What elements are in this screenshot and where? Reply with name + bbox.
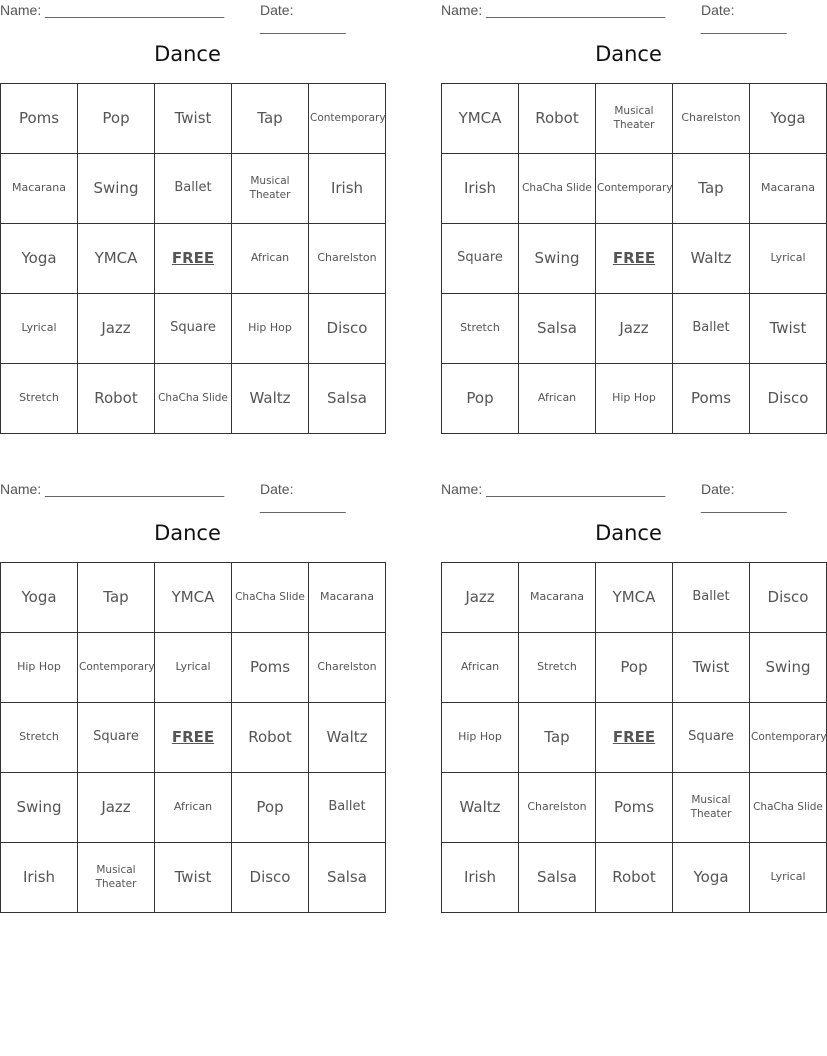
bingo-card-2 [441,0,816,440]
bingo-cell: Poms [1,84,78,154]
bingo-cell: Contemporary [596,154,673,224]
card-header [441,479,816,513]
bingo-cell: African [155,773,232,843]
bingo-row [1,703,386,773]
bingo-cell: Square [442,224,519,294]
bingo-cell: Swing [1,773,78,843]
bingo-cell: Irish [1,843,78,913]
bingo-cell: Tap [673,154,750,224]
bingo-cell: Charelston [673,84,750,154]
bingo-row [442,633,827,703]
bingo-cell: Waltz [673,224,750,294]
bingo-card-4 [441,479,827,919]
card-title: Dance [595,42,662,66]
bingo-cell: Poms [596,773,673,843]
bingo-cell: Waltz [309,703,386,773]
bingo-cell: Charelston [519,773,596,843]
bingo-row [442,84,827,154]
bingo-cell: Disco [309,294,386,364]
bingo-cell: Robot [232,703,309,773]
bingo-row [442,154,827,224]
card-header [0,479,375,513]
bingo-cell: YMCA [155,563,232,633]
date-field-label: Date: ___________ [260,481,346,513]
bingo-cell: Twist [673,633,750,703]
bingo-row [1,294,386,364]
bingo-grid [441,83,827,434]
bingo-cell: Tap [78,563,155,633]
bingo-grid [441,562,827,913]
name-field-label: Name: _______________________ [0,481,225,497]
bingo-cell: Musical Theater [673,773,750,843]
bingo-grid [0,83,386,434]
free-space: FREE [155,224,232,294]
bingo-cell: Lyrical [1,294,78,364]
bingo-grid [0,562,386,913]
card-title: Dance [154,521,221,545]
bingo-cell: Salsa [519,294,596,364]
bingo-cell: YMCA [78,224,155,294]
bingo-cell: Swing [750,633,827,703]
name-field-label: Name: _______________________ [441,2,666,18]
bingo-cell: Jazz [596,294,673,364]
bingo-cell: Ballet [309,773,386,843]
bingo-cell: Robot [78,364,155,434]
bingo-cell: Swing [78,154,155,224]
bingo-row [1,154,386,224]
bingo-cell: ChaCha Slide [750,773,827,843]
bingo-cell: Pop [442,364,519,434]
bingo-cell: Yoga [1,224,78,294]
bingo-cell: Square [155,294,232,364]
bingo-card-3 [0,479,375,919]
bingo-cell: Musical Theater [78,843,155,913]
bingo-cell: Disco [750,563,827,633]
date-field-label: Date: ___________ [701,2,787,34]
bingo-cell: Disco [232,843,309,913]
bingo-cell: Disco [750,364,827,434]
bingo-cell: ChaCha Slide [519,154,596,224]
bingo-cell: Robot [596,843,673,913]
bingo-row [442,224,827,294]
bingo-cell: Swing [519,224,596,294]
bingo-cell: Pop [596,633,673,703]
bingo-cell: Stretch [442,294,519,364]
bingo-cell: Twist [750,294,827,364]
bingo-cell: Jazz [442,563,519,633]
bingo-cell: Pop [232,773,309,843]
free-space: FREE [596,703,673,773]
bingo-cell: YMCA [442,84,519,154]
bingo-row [442,563,827,633]
name-field-label: Name: _______________________ [441,481,666,497]
bingo-cell: Stretch [1,703,78,773]
bingo-cell: Tap [519,703,596,773]
bingo-cell: Lyrical [750,843,827,913]
card-title: Dance [595,521,662,545]
bingo-cell: Hip Hop [232,294,309,364]
bingo-cell: Waltz [232,364,309,434]
bingo-row [442,843,827,913]
bingo-cell: Yoga [1,563,78,633]
bingo-cell: Macarana [519,563,596,633]
free-space: FREE [155,703,232,773]
date-field-label: Date: ___________ [701,481,787,513]
bingo-cell: Yoga [750,84,827,154]
bingo-cell: Twist [155,843,232,913]
bingo-cell: Contemporary [309,84,386,154]
bingo-cell: YMCA [596,563,673,633]
bingo-cell: Charelston [309,633,386,703]
date-field-label: Date: ___________ [260,2,346,34]
bingo-cell: Contemporary [78,633,155,703]
bingo-cell: Jazz [78,294,155,364]
bingo-cell: Jazz [78,773,155,843]
bingo-row [442,773,827,843]
bingo-cell: Waltz [442,773,519,843]
bingo-cell: African [519,364,596,434]
bingo-row [1,843,386,913]
bingo-cell: Macarana [309,563,386,633]
bingo-cell: Poms [232,633,309,703]
bingo-cell: Irish [309,154,386,224]
bingo-cell: Macarana [750,154,827,224]
bingo-row [442,703,827,773]
bingo-cell: Lyrical [155,633,232,703]
bingo-row [1,773,386,843]
name-field-label: Name: _______________________ [0,2,225,18]
card-header [0,0,375,34]
bingo-cell: Contemporary [750,703,827,773]
bingo-cell: Poms [673,364,750,434]
bingo-card-1 [0,0,386,440]
card-header [441,0,816,34]
bingo-row [442,294,827,364]
bingo-cell: Lyrical [750,224,827,294]
bingo-cell: Irish [442,154,519,224]
bingo-cell: Ballet [155,154,232,224]
bingo-cell: Salsa [519,843,596,913]
bingo-cell: Ballet [673,563,750,633]
bingo-row [1,563,386,633]
bingo-cell: Stretch [1,364,78,434]
card-title: Dance [154,42,221,66]
bingo-cell: Twist [155,84,232,154]
bingo-cell: Musical Theater [596,84,673,154]
bingo-cell: Ballet [673,294,750,364]
bingo-row [1,84,386,154]
bingo-cell: Salsa [309,843,386,913]
bingo-cell: Square [673,703,750,773]
bingo-cell: ChaCha Slide [232,563,309,633]
bingo-row [1,633,386,703]
bingo-cell: African [442,633,519,703]
bingo-cell: Pop [78,84,155,154]
bingo-cell: Tap [232,84,309,154]
bingo-cell: ChaCha Slide [155,364,232,434]
bingo-cell: Irish [442,843,519,913]
bingo-cell: African [232,224,309,294]
bingo-cell: Hip Hop [1,633,78,703]
bingo-cell: Stretch [519,633,596,703]
bingo-row [1,364,386,434]
bingo-cell: Yoga [673,843,750,913]
bingo-cell: Hip Hop [596,364,673,434]
free-space: FREE [596,224,673,294]
bingo-row [1,224,386,294]
bingo-cell: Square [78,703,155,773]
bingo-cell: Hip Hop [442,703,519,773]
bingo-cell: Salsa [309,364,386,434]
bingo-row [442,364,827,434]
bingo-cell: Robot [519,84,596,154]
bingo-cell: Musical Theater [232,154,309,224]
bingo-cell: Macarana [1,154,78,224]
bingo-cell: Charelston [309,224,386,294]
